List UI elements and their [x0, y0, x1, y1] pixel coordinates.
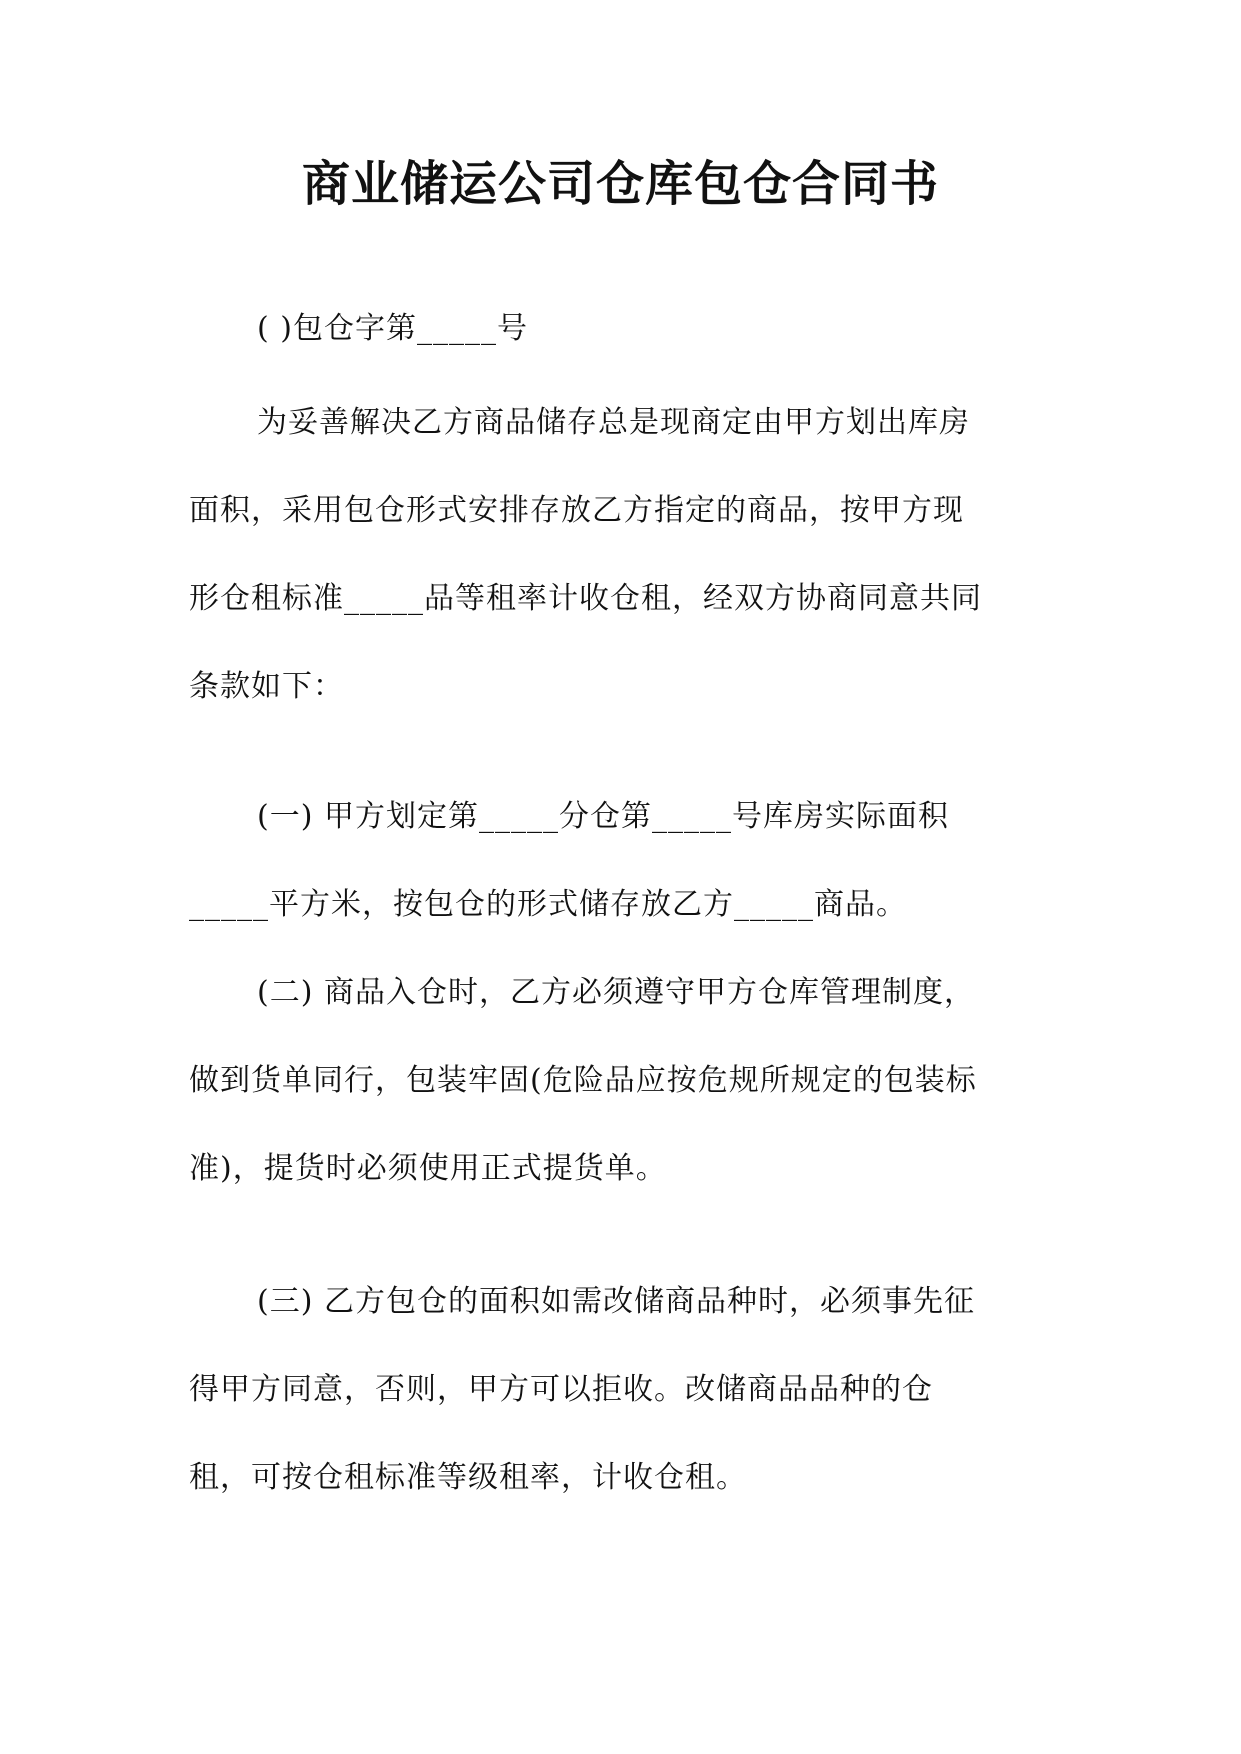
clause-line: 做到货单同行，包装牢固(危险品应按危规所规定的包装标 [189, 1063, 977, 1098]
clause-line: (一) 甲方划定第_____分仓第_____号库房实际面积 [257, 799, 949, 834]
paragraph-line: 为妥善解决乙方商品储存总是现商定由甲方划出库房 [257, 405, 970, 440]
contract-number-line: ( )包仓字第_____号 [257, 311, 528, 346]
document-title: 商业储运公司仓库包仓合同书 [301, 156, 939, 212]
clause-line: 租，可按仓租标准等级租率，计收仓租。 [189, 1460, 747, 1495]
clause-line: 得甲方同意，否则，甲方可以拒收。改储商品品种的仓 [189, 1372, 933, 1407]
paragraph-line: 形仓租标准_____品等租率计收仓租，经双方协商同意共同 [189, 581, 982, 616]
paragraph-line: 条款如下： [189, 669, 344, 704]
clause-line: _____平方米，按包仓的形式储存放乙方_____商品。 [189, 887, 907, 922]
clause-line: (二) 商品入仓时，乙方必须遵守甲方仓库管理制度， [257, 975, 975, 1010]
clause-line: (三) 乙方包仓的面积如需改储商品种时，必须事先征 [257, 1284, 975, 1319]
paragraph-line: 面积，采用包仓形式安排存放乙方指定的商品，按甲方现 [189, 493, 964, 528]
clause-line: 准)，提货时必须使用正式提货单。 [189, 1151, 667, 1186]
